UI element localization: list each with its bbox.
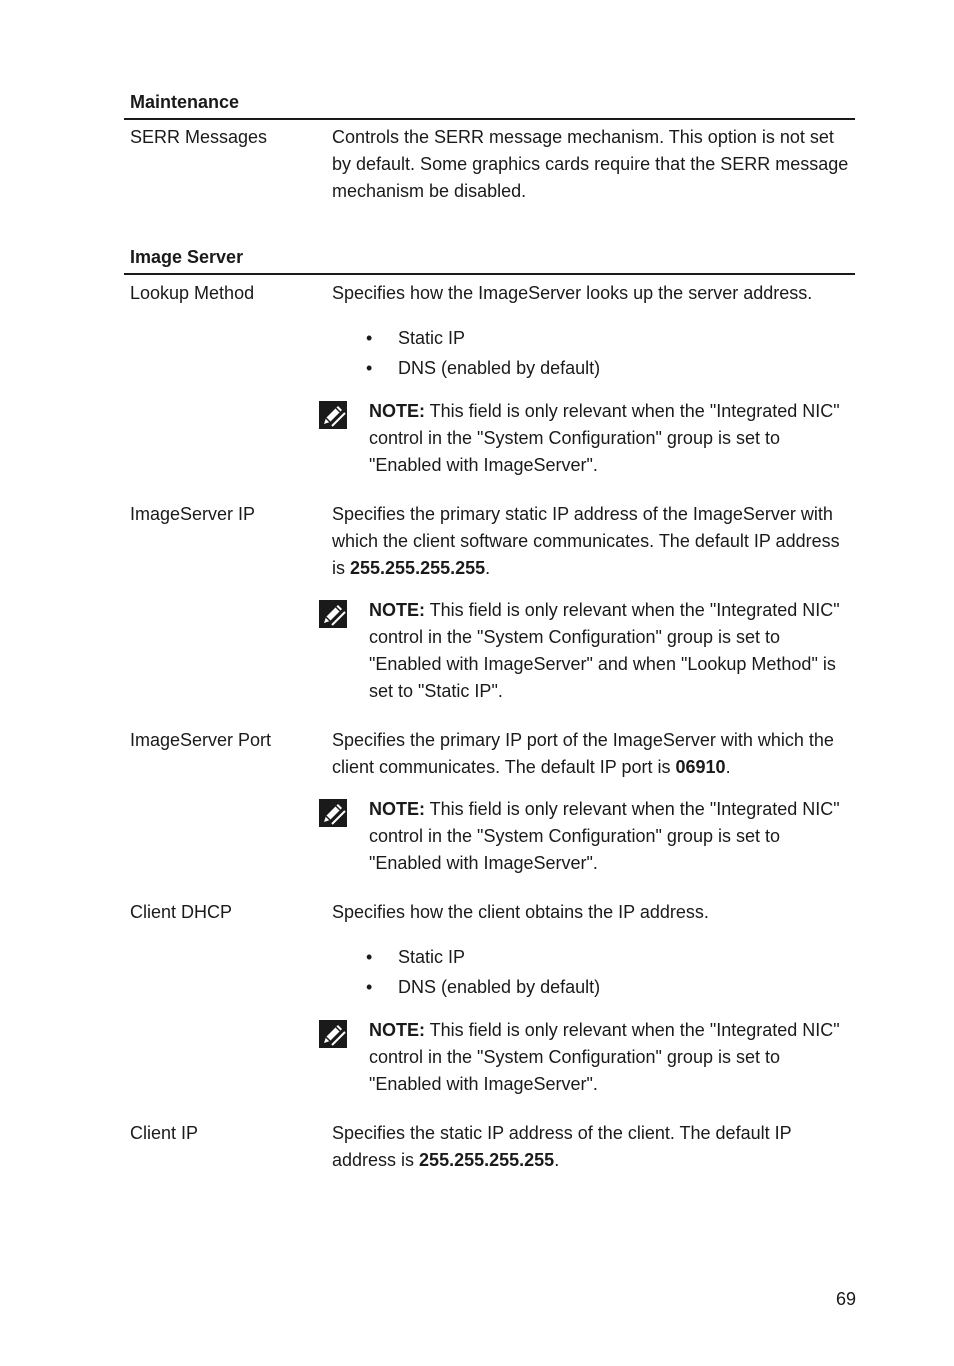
setting-description (332, 124, 852, 205)
note-label: NOTE: (369, 401, 425, 421)
description-text (332, 1120, 852, 1174)
description-body: Specifies the primary IP port of the ImageServer with which the client communicates. The default IP port is (332, 730, 834, 777)
note-pencil-icon (318, 400, 348, 430)
bullet-list (366, 323, 846, 383)
list-item (366, 972, 846, 1002)
list-item (366, 353, 846, 383)
note-text (369, 398, 854, 479)
setting-label: Client IP (130, 1123, 199, 1143)
description-text: Controls the SERR message mechanism. This option is not set by default. Some graphics cards require that the SERR message mechanism be disabled. (332, 127, 849, 201)
note-pencil-icon (318, 1019, 348, 1049)
list-item-text: DNS (enabled by default) (398, 977, 601, 997)
note-label: NOTE: (369, 1020, 425, 1040)
note-label: NOTE: (369, 600, 425, 620)
description-end: . (485, 558, 491, 578)
bullet: • (366, 947, 373, 967)
description-end: . (725, 757, 731, 777)
list-item (366, 323, 846, 353)
description-text: Specifies how the client obtains the IP address. (332, 902, 709, 922)
section-title: Image Server (130, 247, 244, 267)
setting-label: SERR Messages (130, 127, 268, 147)
section-title: Maintenance (130, 92, 240, 112)
setting-label: ImageServer Port (130, 730, 272, 750)
setting-label: Lookup Method (130, 283, 255, 303)
bullet: • (366, 358, 373, 378)
description-text: Specifies how the ImageServer looks up the server address. (332, 283, 813, 303)
section-header-maintenance (124, 88, 855, 120)
setting-description (332, 501, 852, 582)
note-body: This field is only relevant when the "Integrated NIC" control in the "System Configuration" group is set to "Enabled with ImageServer". (369, 1020, 840, 1094)
note-body: This field is only relevant when the "Integrated NIC" control in the "System Configuration" group is set to "Enabled with ImageServer". (369, 799, 840, 873)
page-number: 69 (835, 1289, 856, 1309)
bullet-list (366, 942, 846, 1002)
description-text (332, 501, 852, 582)
note-pencil-icon (318, 798, 348, 828)
list-item-text: DNS (enabled by default) (398, 358, 601, 378)
note-text (369, 1017, 854, 1098)
list-item-text: Static IP (398, 947, 466, 967)
section-header-image-server (124, 243, 855, 275)
setting-description (332, 899, 852, 926)
description-body: Specifies the primary static IP address of the ImageServer with which the client software communicates. The default IP address is (332, 504, 840, 578)
description-end: . (554, 1150, 560, 1170)
note-body: This field is only relevant when the "Integrated NIC" control in the "System Configuration" group is set to "Enabled with ImageServer". (369, 401, 840, 475)
default-value: 255.255.255.255 (419, 1150, 555, 1170)
setting-description (332, 280, 852, 307)
note-label: NOTE: (369, 799, 425, 819)
setting-description (332, 727, 852, 781)
bullet: • (366, 328, 373, 348)
setting-description (332, 1120, 852, 1174)
note-body: This field is only relevant when the "Integrated NIC" control in the "System Configuration" group is set to "Enabled with ImageServer" and when "Lookup Method" is set to "Static IP". (369, 600, 840, 701)
note-text (369, 597, 854, 705)
list-item (366, 942, 846, 972)
description-body: Specifies the static IP address of the client. The default IP address is (332, 1123, 792, 1170)
bullet: • (366, 977, 373, 997)
note-pencil-icon (318, 599, 348, 629)
setting-label: Client DHCP (130, 902, 233, 922)
note-text (369, 796, 854, 877)
setting-label: ImageServer IP (130, 504, 256, 524)
default-value: 255.255.255.255 (350, 558, 486, 578)
list-item-text: Static IP (398, 328, 466, 348)
default-value: 06910 (675, 757, 726, 777)
description-text (332, 727, 852, 781)
